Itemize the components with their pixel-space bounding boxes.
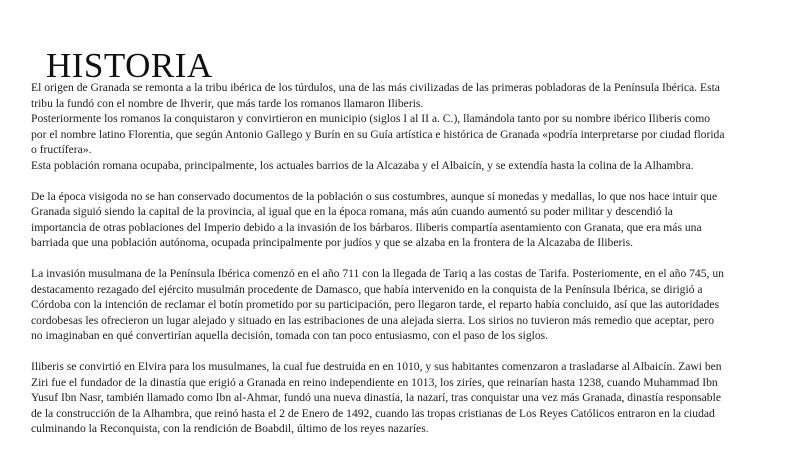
text-line: La invasión musulmana de la Península Ibérica comenzó en el año 711 con la llegada de Tariq a las costas de Tarifa. Posteriomente, en el año 745, un (31, 267, 724, 280)
text-line: de la construcción de la Alhambra, que reinó hasta el 2 de Enero de 1492, cuando las tropas cristianas de Los Reyes Católicos entraron en la ciudad (31, 406, 715, 420)
text-line: De la época visigoda no se han conservado documentos de la población o sus costumbres, aunque sí monedas y medallas, lo que nos hace intuir que (31, 189, 718, 203)
history-text (31, 80, 791, 437)
text-line: Iliberis se convirtió en Elvira para los musulmanes, la cual fue destruida en en 1010, y sus habitantes comenzaron a trasladarse al Albaicín. Zawi ben (31, 360, 722, 373)
paragraph-spacer (31, 251, 791, 267)
text-line: destacamento rezagado del ejército musulmán procedente de Damasco, que había intervenido en la conquista de la Península Ibérica, se dirigió a (31, 282, 703, 296)
text-line: El origen de Granada se remonta a la tribu ibérica de los túrdulos, una de las más civilizadas de las primeras pobladoras de la Península Ibérica. Esta (31, 81, 720, 94)
text-line: tribu la fundó con el nombre de Ihverir, que más tarde los romanos llamaron Iliberis. (31, 96, 424, 110)
text-line: Córdoba con la intención de reclamar el botín prometido por su participación, pero llegaron tarde, el reparto había concluido, así que las autoridades (31, 298, 719, 311)
text-line: Posteriormente los romanos la conquistaron y convirtieron en municipio (siglos I al II a. C.), llamándola tanto por su nombre ibérico Iliberis como (31, 112, 711, 125)
text-line: culminando la Reconquista, con la rendición de Boabdil, último de los reyes nazaríes. (31, 422, 429, 435)
text-line: o fructífera». (31, 143, 92, 156)
paragraph-origin (31, 80, 791, 111)
text-line: cordobesas les ofrecieron un lugar alejado y situado en las estribaciones de una alejada sierra. Los sirios no tuvieron más remedio que aceptar, pero (31, 313, 714, 327)
paragraph-roman-conquest (31, 111, 791, 158)
paragraph-muslim-invasion (31, 266, 791, 344)
text-line: Esta población romana ocupaba, principalmente, los actuales barrios de la Alcazaba y el Albaicín, y se extendía hasta la colina de la Alhambra. (31, 158, 694, 172)
paragraph-spacer (31, 344, 791, 360)
text-line: por el nombre latino Florentia, que según Antonio Gallego y Burín en su Guía artística e histórica de Granada «podría interpretarse por ciudad florida (31, 127, 725, 141)
text-line: barriada que una población autónoma, ocupada principalmente por judíos y que se alzaba en la frontera de la Alcazaba de Iliberis. (31, 236, 633, 249)
text-line: no imaginaban en qué convertirían aquella decisión, tomada con tan poco entusiasmo, con el paso de los siglos. (31, 329, 549, 342)
paragraph-roman-population (31, 158, 791, 174)
text-line: Granada siguió siendo la capital de la provincia, al igual que en la época romana, más aún cuando aumentó su poder militar y descendió la (31, 205, 673, 218)
paragraph-spacer (31, 173, 791, 189)
paragraph-elvira-nasrid (31, 359, 791, 437)
text-line: Yusuf Ibn Nasr, también llamado como Ibn al-Ahmar, fundó una nueva dinastía, la nazarí, tras conquistar una vez más Granada, dinastía responsable (31, 391, 721, 404)
page-title: HISTORIA (46, 46, 213, 85)
paragraph-visigoth (31, 189, 791, 251)
text-line: Ziri fue el fundador de la dinastía que erigió a Granada en reino independiente en 1013, los ziríes, que reinarían hasta 1238, cuando Muhammad Ibn (31, 375, 718, 389)
text-line: importancia de otras poblaciones del Imperio debido a la invasión de los bárbaros. Iliberis compartía asentamiento con Granata, que era más una (31, 220, 702, 234)
